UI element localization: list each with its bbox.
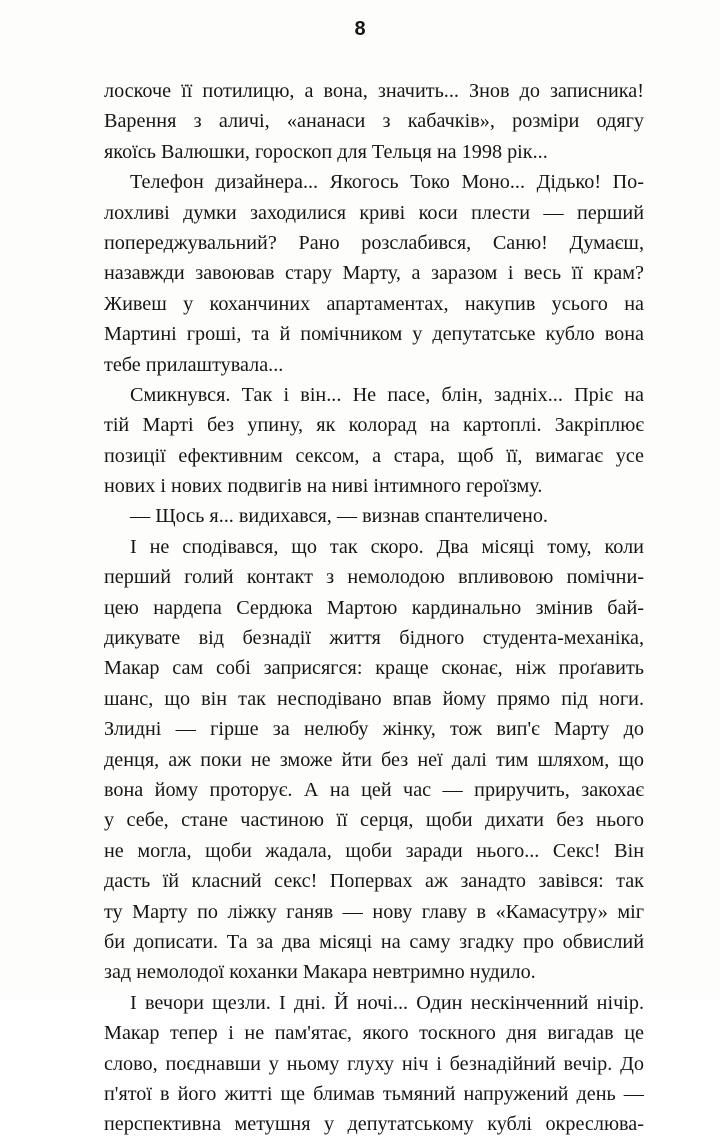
text-line: шанс, що він так несподівано впав йому прямо під ноги. xyxy=(104,687,644,710)
text-line: дасть їй класний секс! Поперваx аж занадто завівся: так xyxy=(104,870,644,893)
text-line: денця, аж поки не зможе йти без неї далі тим шляхом, що xyxy=(104,748,644,771)
text-line: не могла, щоби жадала, щоби заради нього... Секс! Він xyxy=(104,839,644,862)
text-line: дикувате від безнадії життя бідного студента-механіка, xyxy=(104,627,644,650)
text-line: І вечори щезли. І дні. Й ночі... Один нескінченний нічір. xyxy=(130,991,644,1014)
text-line: Макар тепер і не пам'ятає, якого тоскного дня вигадав це xyxy=(104,1022,644,1045)
text-line: Варення з аличі, «ананаси з кабачків», розміри одягу xyxy=(104,110,644,133)
text-line: ту Марту по ліжку ганяв — нову главу в «Камасутру» міг xyxy=(104,900,644,923)
text-line: п'ятої в його житті ще блимав тьмяний напружений день — xyxy=(104,1082,644,1105)
text-line: Мартині гроші, та й помічником у депутатське кубло вона xyxy=(104,323,644,346)
text-line: у себе, стане частиною її серця, щоби дихати без нього xyxy=(104,809,644,832)
text-line: нових і нових подвигів на ниві інтимного героїзму. xyxy=(104,475,543,498)
text-line: Злидні — гірше за нелюбу жінку, тож вип'є Марту до xyxy=(104,718,644,741)
text-line: лоскоче її потилицю, а вона, значить... Знов до записника! xyxy=(104,80,644,102)
text-line: цею нардепа Сердюка Мартою кардинально змінив бай- xyxy=(104,596,644,619)
text-line: би дописати. Та за два місяці на саму згадку про обвислий xyxy=(104,930,644,953)
body-text xyxy=(104,76,644,1140)
text-line: Живеш у коханчиних апартаментах, накупив усього на xyxy=(104,292,644,315)
text-line: тій Марті без упину, як колорад на картоплі. Закріплює xyxy=(104,414,644,437)
text-line: Телефон дизайнера... Якогось Токо Моно... Дідько! По- xyxy=(130,171,644,194)
text-line: назавжди завоював стару Марту, а заразом і весь її крам? xyxy=(104,262,644,285)
text-line: вона йому проторує. А на цей час — приручить, закохає xyxy=(104,778,644,801)
text-line: якоїсь Валюшки, гороскоп для Тельця на 1998 рік... xyxy=(104,140,548,163)
text-line: лохливі думки заходилися криві коси плести — перший xyxy=(104,201,644,224)
text-line: І не сподівався, що так скоро. Два місяці тому, коли xyxy=(130,535,644,558)
text-line: Макар сам собі заприсягся: краще сконає, ніж проґавить xyxy=(104,657,644,680)
text-line: Смикнувся. Так і він... Не пасе, блін, задніх... Пріє на xyxy=(130,383,644,406)
page-number: 8 xyxy=(354,18,366,40)
text-line: слово, поєднавши у ньому глуху ніч і безнадійний вечір. До xyxy=(104,1052,644,1075)
text-line: тебе прилаштувала... xyxy=(104,353,284,376)
text-line: зад немолодої коханки Макара невтримно нудило. xyxy=(104,961,536,984)
text-line: перспективна метушня у депутатському кублі окреслюва- xyxy=(104,1113,644,1136)
text-line: попереджувальний? Рано розслабився, Саню! Думаєш, xyxy=(104,231,644,254)
text-line: — Щось я... видихався, — визнав спантеличено. xyxy=(130,505,548,528)
text-line: позиції ефективним сексом, а стара, щоб її, вимагає усе xyxy=(104,444,644,467)
text-line: перший голий контакт з немолодою впливовою помічни- xyxy=(104,566,644,589)
